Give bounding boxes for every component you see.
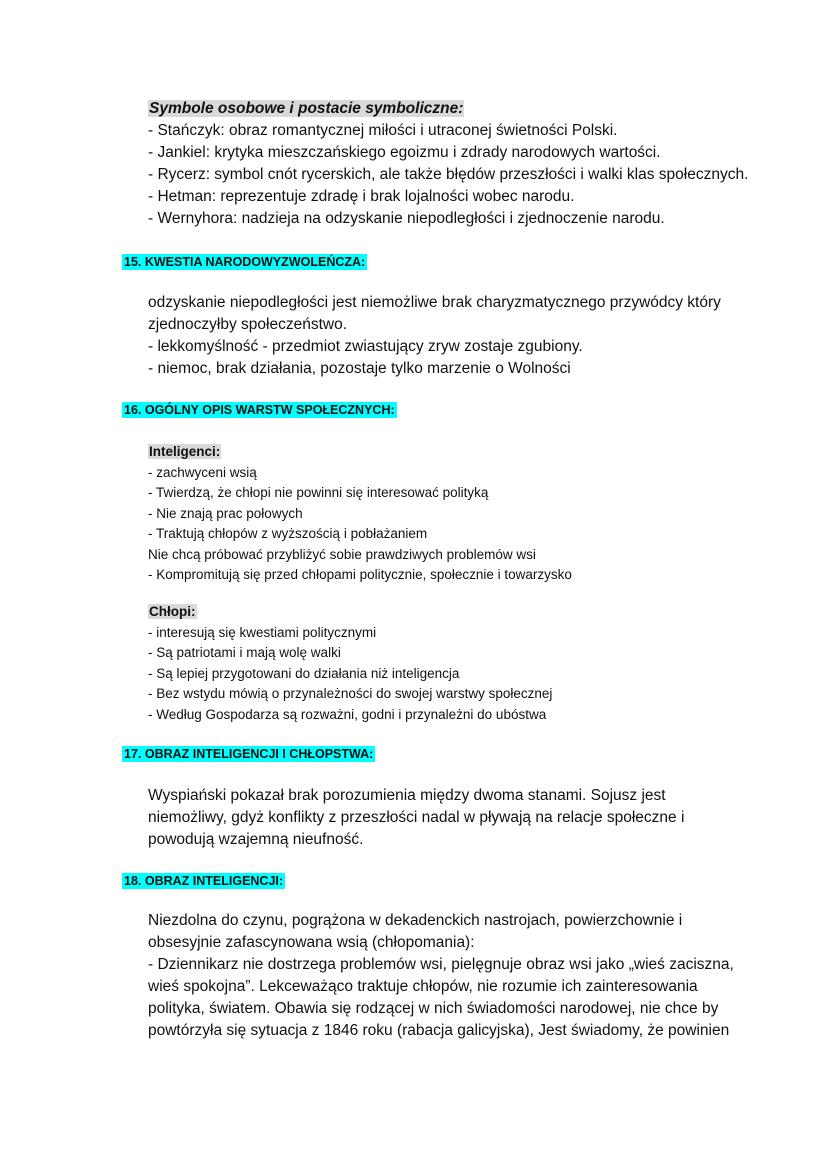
paragraph-line: powodują wzajemną nieufność.: [148, 831, 364, 848]
inteligenci-list: [148, 442, 788, 586]
paragraph-line: Wyspiański pokazał brak porozumienia między dwoma stanami. Sojusz jest: [148, 787, 666, 804]
list-item: - zachwyceni wsią: [148, 464, 257, 480]
paragraph-line: - lekkomyślność - przedmiot zwiastujący zryw zostaje zgubiony.: [148, 338, 583, 355]
list-item: - Są patriotami i mają wolę walki: [148, 645, 341, 660]
section-16-heading: 16. OGÓLNY OPIS WARSTW SPOŁECZNYCH:: [124, 403, 395, 417]
section-17-body: [148, 785, 788, 851]
list-item: - Twierdzą, że chłopi nie powinni się interesować polityką: [148, 485, 489, 500]
symbols-section: [148, 98, 788, 230]
symbols-title: Symbole osobowe i postacie symboliczne:: [149, 100, 464, 117]
section-18-heading: 18. OBRAZ INTELIGENCJI:: [124, 874, 284, 888]
symbols-item: - Wernyhora: nadzieja na odzyskanie niepodległości i zjednoczenie narodu.: [148, 210, 665, 227]
paragraph-line: Niezdolna do czynu, pogrążona w dekadenckich nastrojach, powierzchownie i: [148, 912, 683, 929]
chlopi-title: Chłopi:: [149, 604, 196, 619]
section-15-body: [148, 292, 788, 380]
paragraph-line: powtórzyła się sytuacja z 1846 roku (rabacja galicyjska), Jest świadomy, że powinien: [148, 1022, 730, 1039]
paragraph-line: - niemoc, brak działania, pozostaje tylko marzenie o Wolności: [148, 360, 571, 377]
paragraph-line: zjednoczyłby społeczeństwo.: [148, 316, 348, 333]
paragraph-line: obsesyjnie zafascynowana wsią (chłopomania):: [148, 934, 475, 951]
symbols-item: - Jankiel: krytyka mieszczańskiego egoizmu i zdrady narodowych wartości.: [148, 144, 661, 161]
section-18-body: [148, 910, 788, 1042]
paragraph-line: - Dziennikarz nie dostrzega problemów wsi, pielęgnuje obraz wsi jako „wieś zaciszna,: [148, 956, 734, 973]
symbols-item: - Stańczyk: obraz romantycznej miłości i utraconej świetności Polski.: [148, 122, 618, 139]
paragraph-line: niemożliwy, gdyż konflikty z przeszłości nadal w pływają na relacje społeczne i: [148, 809, 685, 826]
list-item: - Kompromitują się przed chłopami politycznie, społecznie i towarzysko: [148, 567, 572, 582]
list-item: - Bez wstydu mówią o przynależności do swojej warstwy społecznej: [148, 686, 553, 701]
section-15-heading: 15. KWESTIA NARODOWYZWOLEŃCZA:: [124, 255, 366, 269]
inteligenci-title: Inteligenci:: [149, 444, 221, 459]
list-item: - Nie znają prac połowych: [148, 505, 303, 521]
list-item: - interesują się kwestiami politycznymi: [148, 624, 377, 640]
list-item: Nie chcą próbować przybliżyć sobie prawdziwych problemów wsi: [148, 546, 536, 562]
paragraph-line: wieś spokojna”. Lekceważąco traktuje chłopów, nie rozumie ich zainteresowania: [148, 978, 698, 995]
list-item: - Według Gospodarza są rozważni, godni i przynależni do ubóstwa: [148, 706, 547, 722]
list-item: - Są lepiej przygotowani do działania niż inteligencja: [148, 665, 460, 681]
section-17-heading: 17. OBRAZ INTELIGENCJI I CHŁOPSTWA:: [124, 747, 374, 761]
symbols-item: - Rycerz: symbol cnót rycerskich, ale także błędów przeszłości i walki klas społecznych.: [148, 166, 749, 183]
list-item: - Traktują chłopów z wyższością i pobłażaniem: [148, 526, 428, 541]
paragraph-line: polityka, światem. Obawia się rodzącej w nich świadomości narodowej, nie chce by: [148, 1000, 719, 1017]
chlopi-list: [148, 602, 788, 725]
paragraph-line: odzyskanie niepodległości jest niemożliwe brak charyzmatycznego przywódcy który: [148, 294, 721, 311]
symbols-item: - Hetman: reprezentuje zdradę i brak lojalności wobec narodu.: [148, 188, 575, 205]
